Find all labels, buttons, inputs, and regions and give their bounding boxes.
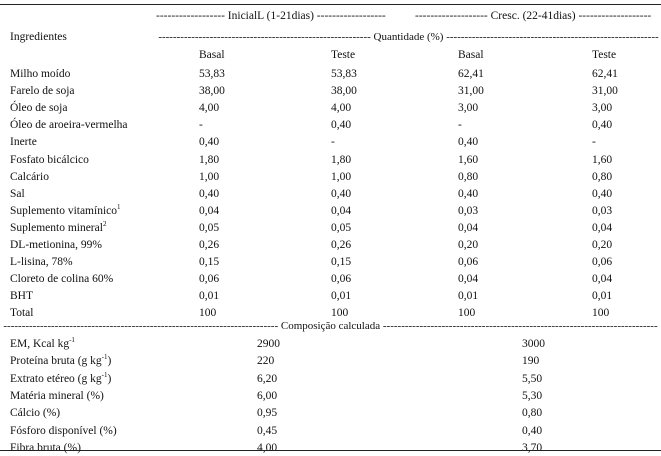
ingredient-name: Fosfato bicálcico xyxy=(10,153,89,166)
ingredient-row xyxy=(0,254,661,270)
footnote-marker: 1 xyxy=(117,202,121,211)
ingredient-value: 31,00 xyxy=(592,85,618,98)
ingredient-value: 1,80 xyxy=(331,153,352,166)
ingredient-value: 3,00 xyxy=(458,102,479,115)
ingredient-value: 0,04 xyxy=(458,221,479,234)
ingredient-row xyxy=(0,83,661,99)
bottom-rule xyxy=(0,450,661,451)
ingredient-name: Farelo de soja xyxy=(10,85,75,98)
ingredient-row xyxy=(0,169,661,185)
ingredient-value: 38,00 xyxy=(331,85,357,98)
footnote-marker: 2 xyxy=(102,220,107,229)
composition-label: --------------------------------------------------------------------------- Composição calculada --------------------------------------------------------------------------- xyxy=(3,320,658,332)
ingredient-value: 31,00 xyxy=(458,85,484,98)
composition-row xyxy=(0,388,661,404)
ingredient-name: Cloreto de colina 60% xyxy=(10,273,114,286)
ingredient-name: Sal xyxy=(10,187,25,200)
ingredient-value: 53,83 xyxy=(331,68,357,80)
composition-row xyxy=(0,405,661,421)
ingredient-name: Milho moído xyxy=(10,68,71,80)
composition-value: 0,45 xyxy=(257,424,278,437)
ingredient-row xyxy=(0,220,661,236)
ingredient-name: Inerte xyxy=(10,136,37,149)
composition-name: Fósforo disponível (%) xyxy=(10,424,117,437)
composition-row xyxy=(0,336,661,352)
ingredient-value: 53,83 xyxy=(199,68,225,80)
ingredient-value: 0,20 xyxy=(458,239,479,251)
ingredient-value: 0,40 xyxy=(458,187,479,200)
quantity-header-row xyxy=(0,29,661,45)
ingredient-value: 1,00 xyxy=(199,170,220,183)
ingredient-value: 0,40 xyxy=(592,187,613,200)
unit-exponent: -1 xyxy=(101,353,108,362)
ingredient-value: 3,00 xyxy=(592,102,613,115)
ingredient-value: 0,01 xyxy=(199,290,220,303)
ingredient-value: 0,03 xyxy=(592,204,613,217)
ingredient-row xyxy=(0,288,661,304)
col-label-teste-cresc: Teste xyxy=(592,49,617,61)
composition-row xyxy=(0,353,661,369)
ingredient-value: 0,15 xyxy=(331,256,352,269)
ingredient-name: L-lisina, 78% xyxy=(10,256,73,269)
composition-row xyxy=(0,423,661,439)
ingredient-value: 1,60 xyxy=(458,153,479,166)
ingredient-value: 0,26 xyxy=(199,239,220,251)
ingredient-value: 1,80 xyxy=(199,153,220,166)
composition-value: 2900 xyxy=(257,338,280,350)
ingredient-value: 0,06 xyxy=(331,273,352,286)
composition-row xyxy=(0,371,661,387)
composition-name: Proteína bruta (g $kg^{-1}$) xyxy=(10,353,112,368)
ingredient-row xyxy=(0,237,661,253)
ingredient-value: 0,26 xyxy=(331,239,352,251)
ingredient-value: 4,00 xyxy=(331,102,352,115)
composition-value: 3000 xyxy=(522,338,545,350)
ingredient-row xyxy=(0,271,661,287)
ingredient-value: 100 xyxy=(458,307,476,320)
composition-value: 3,70 xyxy=(522,441,543,454)
ingredient-name: Óleo de aroeira-vermelha xyxy=(10,119,128,132)
ingredient-value: 0,04 xyxy=(331,204,352,217)
ingredient-value: 0,03 xyxy=(458,204,479,217)
composition-name: Cálcio (%) xyxy=(10,407,61,420)
ingredient-value: 4,00 xyxy=(199,102,220,115)
ingredient-name: Calcário xyxy=(10,170,49,183)
ingredient-value: 0,40 xyxy=(592,119,613,132)
ingredient-value: 0,04 xyxy=(592,273,613,286)
ingredient-value: 1,60 xyxy=(592,153,613,166)
composition-value: 6,20 xyxy=(257,372,278,385)
ingredient-value: 0,80 xyxy=(592,170,613,183)
ingredient-row xyxy=(0,203,661,219)
composition-value: 4,00 xyxy=(257,441,278,454)
ingredient-row xyxy=(0,186,661,202)
quantity-label: ---------------------------------------------------------- Quantidade (%) ---------------------------------------------------------- xyxy=(158,31,659,43)
composition-name: Extrato etéreo (g $kg^{-1}$) xyxy=(10,370,112,385)
ingredient-value: 0,15 xyxy=(199,256,220,269)
ingredient-value: 0,40 xyxy=(331,119,352,132)
ingredient-value: - xyxy=(331,136,335,149)
ingredient-value: 0,40 xyxy=(331,187,352,200)
ingredient-value: - xyxy=(199,119,203,132)
composition-value: 190 xyxy=(522,355,540,368)
ingredient-value: 62,41 xyxy=(458,68,484,80)
composition-name: EM, Kcal $kg^{-1}$ xyxy=(10,336,75,350)
column-label-row xyxy=(0,47,661,63)
composition-name: Fibra bruta (%) xyxy=(10,441,81,454)
ingredient-value: 62,41 xyxy=(592,68,618,80)
ingredient-value: 0,01 xyxy=(592,290,613,303)
ingredient-value: 0,20 xyxy=(592,239,613,251)
ingredient-row xyxy=(0,66,661,82)
ingredient-value: 0,04 xyxy=(199,204,220,217)
ingredient-value: 0,05 xyxy=(331,221,352,234)
ingredient-name: Suplemento vitamínico$^1$ xyxy=(10,202,121,217)
ingredient-value: 100 xyxy=(199,307,217,320)
ingredient-row xyxy=(0,100,661,116)
ingredient-value: 0,04 xyxy=(592,221,613,234)
ingredient-value: 0,06 xyxy=(458,256,479,269)
ingredients-label: Ingredientes xyxy=(10,31,67,43)
ingredient-value: 0,40 xyxy=(199,136,220,149)
ingredient-value: 38,00 xyxy=(199,85,225,98)
ingredient-row xyxy=(0,134,661,150)
ingredient-value: 0,06 xyxy=(199,273,220,286)
ingredient-name: BHT xyxy=(10,290,33,303)
composition-value: 6,00 xyxy=(257,389,278,402)
ingredient-value: - xyxy=(592,136,596,149)
ingredient-name: DL-metionina, 99% xyxy=(10,239,102,251)
composition-value: 5,50 xyxy=(522,372,543,385)
ingredient-row xyxy=(0,152,661,168)
ingredient-value: 0,40 xyxy=(199,187,220,200)
group-header-crescimento: ------------------- Cresc. (22-41dias) ------------------- xyxy=(415,10,652,22)
ingredient-value: 0,40 xyxy=(458,136,479,149)
unit-exponent: -1 xyxy=(69,336,75,345)
composition-value: 0,40 xyxy=(522,424,543,437)
col-label-basal-cresc: Basal xyxy=(458,49,484,61)
group-header-inicial: ------------------ InicialL (1-21dias) ------------------ xyxy=(156,10,386,22)
top-rule xyxy=(0,4,661,5)
ingredient-name: Total xyxy=(10,307,34,320)
ingredient-value: 0,01 xyxy=(458,290,479,303)
composition-value: 220 xyxy=(257,355,275,368)
ingredient-value: - xyxy=(458,119,462,132)
composition-row xyxy=(0,440,661,456)
col-label-teste-inicial: Teste xyxy=(331,49,356,61)
group-header-row xyxy=(0,8,661,24)
col-label-basal-inicial: Basal xyxy=(199,49,225,61)
ingredient-value: 0,01 xyxy=(331,290,352,303)
composition-value: 0,95 xyxy=(257,407,278,420)
composition-value: 0,80 xyxy=(522,407,543,420)
ingredient-value: 100 xyxy=(331,307,349,320)
ingredient-value: 0,05 xyxy=(199,221,220,234)
composition-name: Matéria mineral (%) xyxy=(10,389,104,402)
ingredient-value: 0,80 xyxy=(458,170,479,183)
ingredient-value: 0,06 xyxy=(592,256,613,269)
ingredient-value: 100 xyxy=(592,307,610,320)
composition-header-row xyxy=(0,318,661,334)
ingredient-name: Suplemento mineral$^2$ xyxy=(10,220,107,234)
ingredient-value: 0,04 xyxy=(458,273,479,286)
ingredient-name: Óleo de soja xyxy=(10,102,68,115)
ingredient-value: 1,00 xyxy=(331,170,352,183)
composition-value: 5,30 xyxy=(522,389,543,402)
unit-exponent: -1 xyxy=(101,370,108,379)
ingredient-row xyxy=(0,117,661,133)
